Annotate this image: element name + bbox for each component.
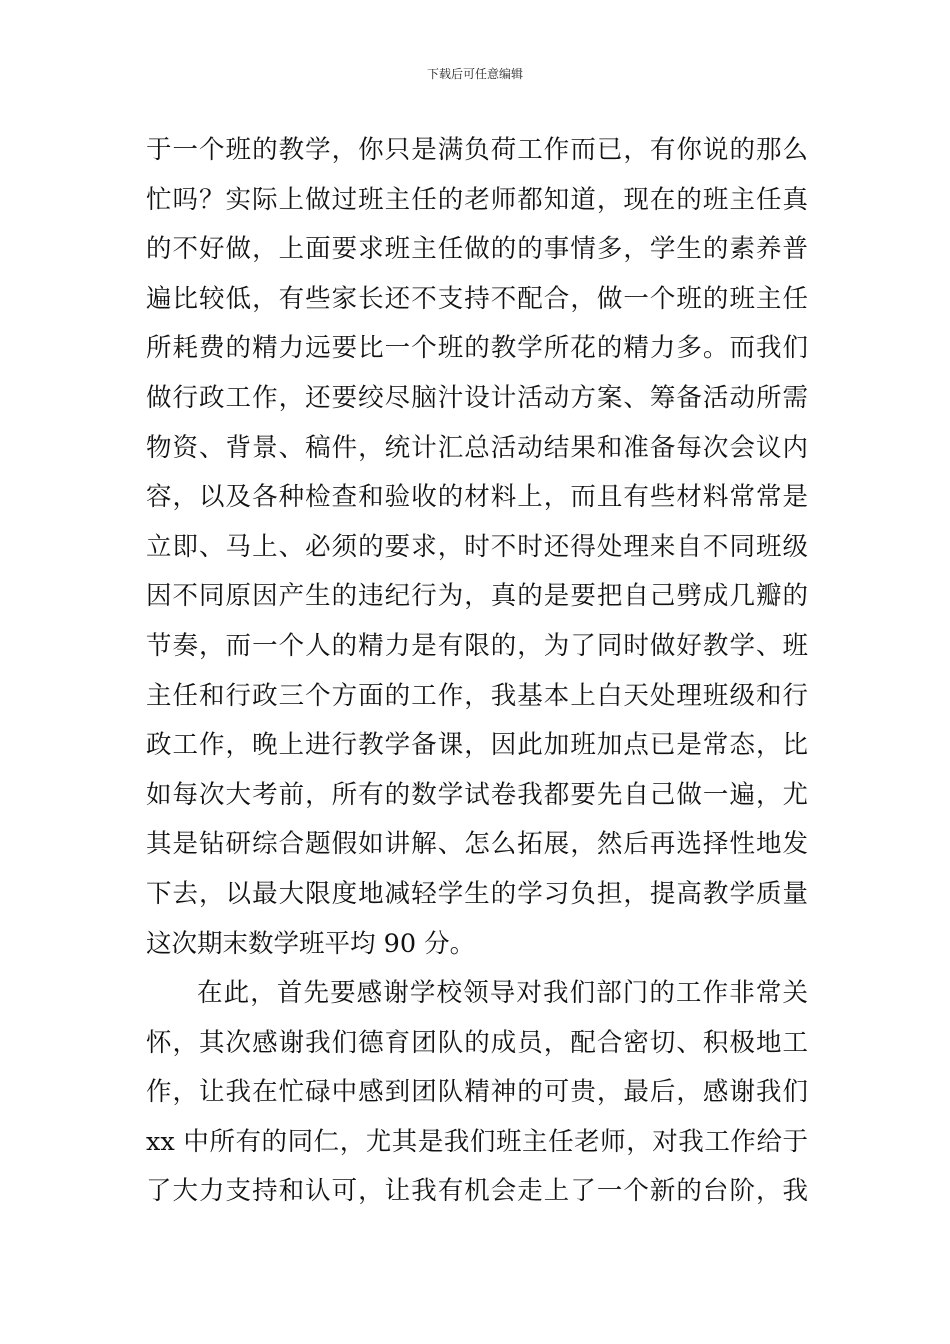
text-line: 政工作，晚上进行教学备课，因此加班加点已是常态，比 — [146, 730, 808, 761]
text-line: 在此，首先要感谢学校领导对我们部门的工作非常关 — [197, 978, 808, 1009]
text-line: 容，以及各种检查和验收的材料上，而且有些材料常常是 — [146, 482, 808, 513]
text-line: 主任和行政三个方面的工作，我基本上白天处理班级和行 — [146, 680, 808, 711]
text-line: 物资、背景、稿件，统计汇总活动结果和准备每次会议内 — [146, 432, 808, 463]
text-line: 的不好做，上面要求班主任做的的事情多，学生的素养普 — [146, 234, 808, 265]
text-line: 了大力支持和认可，让我有机会走上了一个新的台阶，我 — [146, 1176, 808, 1207]
text-line: 做行政工作，还要绞尽脑汁设计活动方案、筹备活动所需 — [146, 382, 808, 413]
text-line: 因不同原因产生的违纪行为，真的是要把自己劈成几瓣的 — [146, 581, 808, 612]
text-line: 如每次大考前，所有的数学试卷我都要先自己做一遍，尤 — [146, 779, 808, 810]
text-line: 忙吗？实际上做过班主任的老师都知道，现在的班主任真 — [146, 184, 808, 215]
text-line: xx 中所有的同仁，尤其是我们班主任老师，对我工作给于 — [146, 1126, 808, 1157]
text-line: 其是钻研综合题假如讲解、怎么拓展，然后再选择性地发 — [146, 829, 808, 860]
text-line: 立即、马上、必须的要求，时不时还得处理来自不同班级 — [146, 531, 808, 562]
text-line: 这次期末数学班平均 90 分。 — [146, 928, 476, 959]
document-body — [146, 126, 808, 1217]
text-line: 于一个班的教学，你只是满负荷工作而已，有你说的那么 — [146, 135, 808, 165]
text-line: 怀，其次感谢我们德育团队的成员，配合密切、积极地工 — [146, 1027, 808, 1058]
text-line: 节奏，而一个人的精力是有限的，为了同时做好教学、班 — [146, 630, 808, 661]
page-header: 下载后可任意编辑 — [426, 67, 523, 81]
text-line: 所耗费的精力远要比一个班的教学所花的精力多。而我们 — [146, 333, 808, 364]
text-line: 遍比较低，有些家长还不支持不配合，做一个班的班主任 — [146, 283, 808, 314]
text-line: 下去，以最大限度地减轻学生的学习负担，提高教学质量 — [146, 878, 808, 909]
text-line: 作，让我在忙碌中感到团队精神的可贵，最后，感谢我们 — [146, 1077, 808, 1108]
